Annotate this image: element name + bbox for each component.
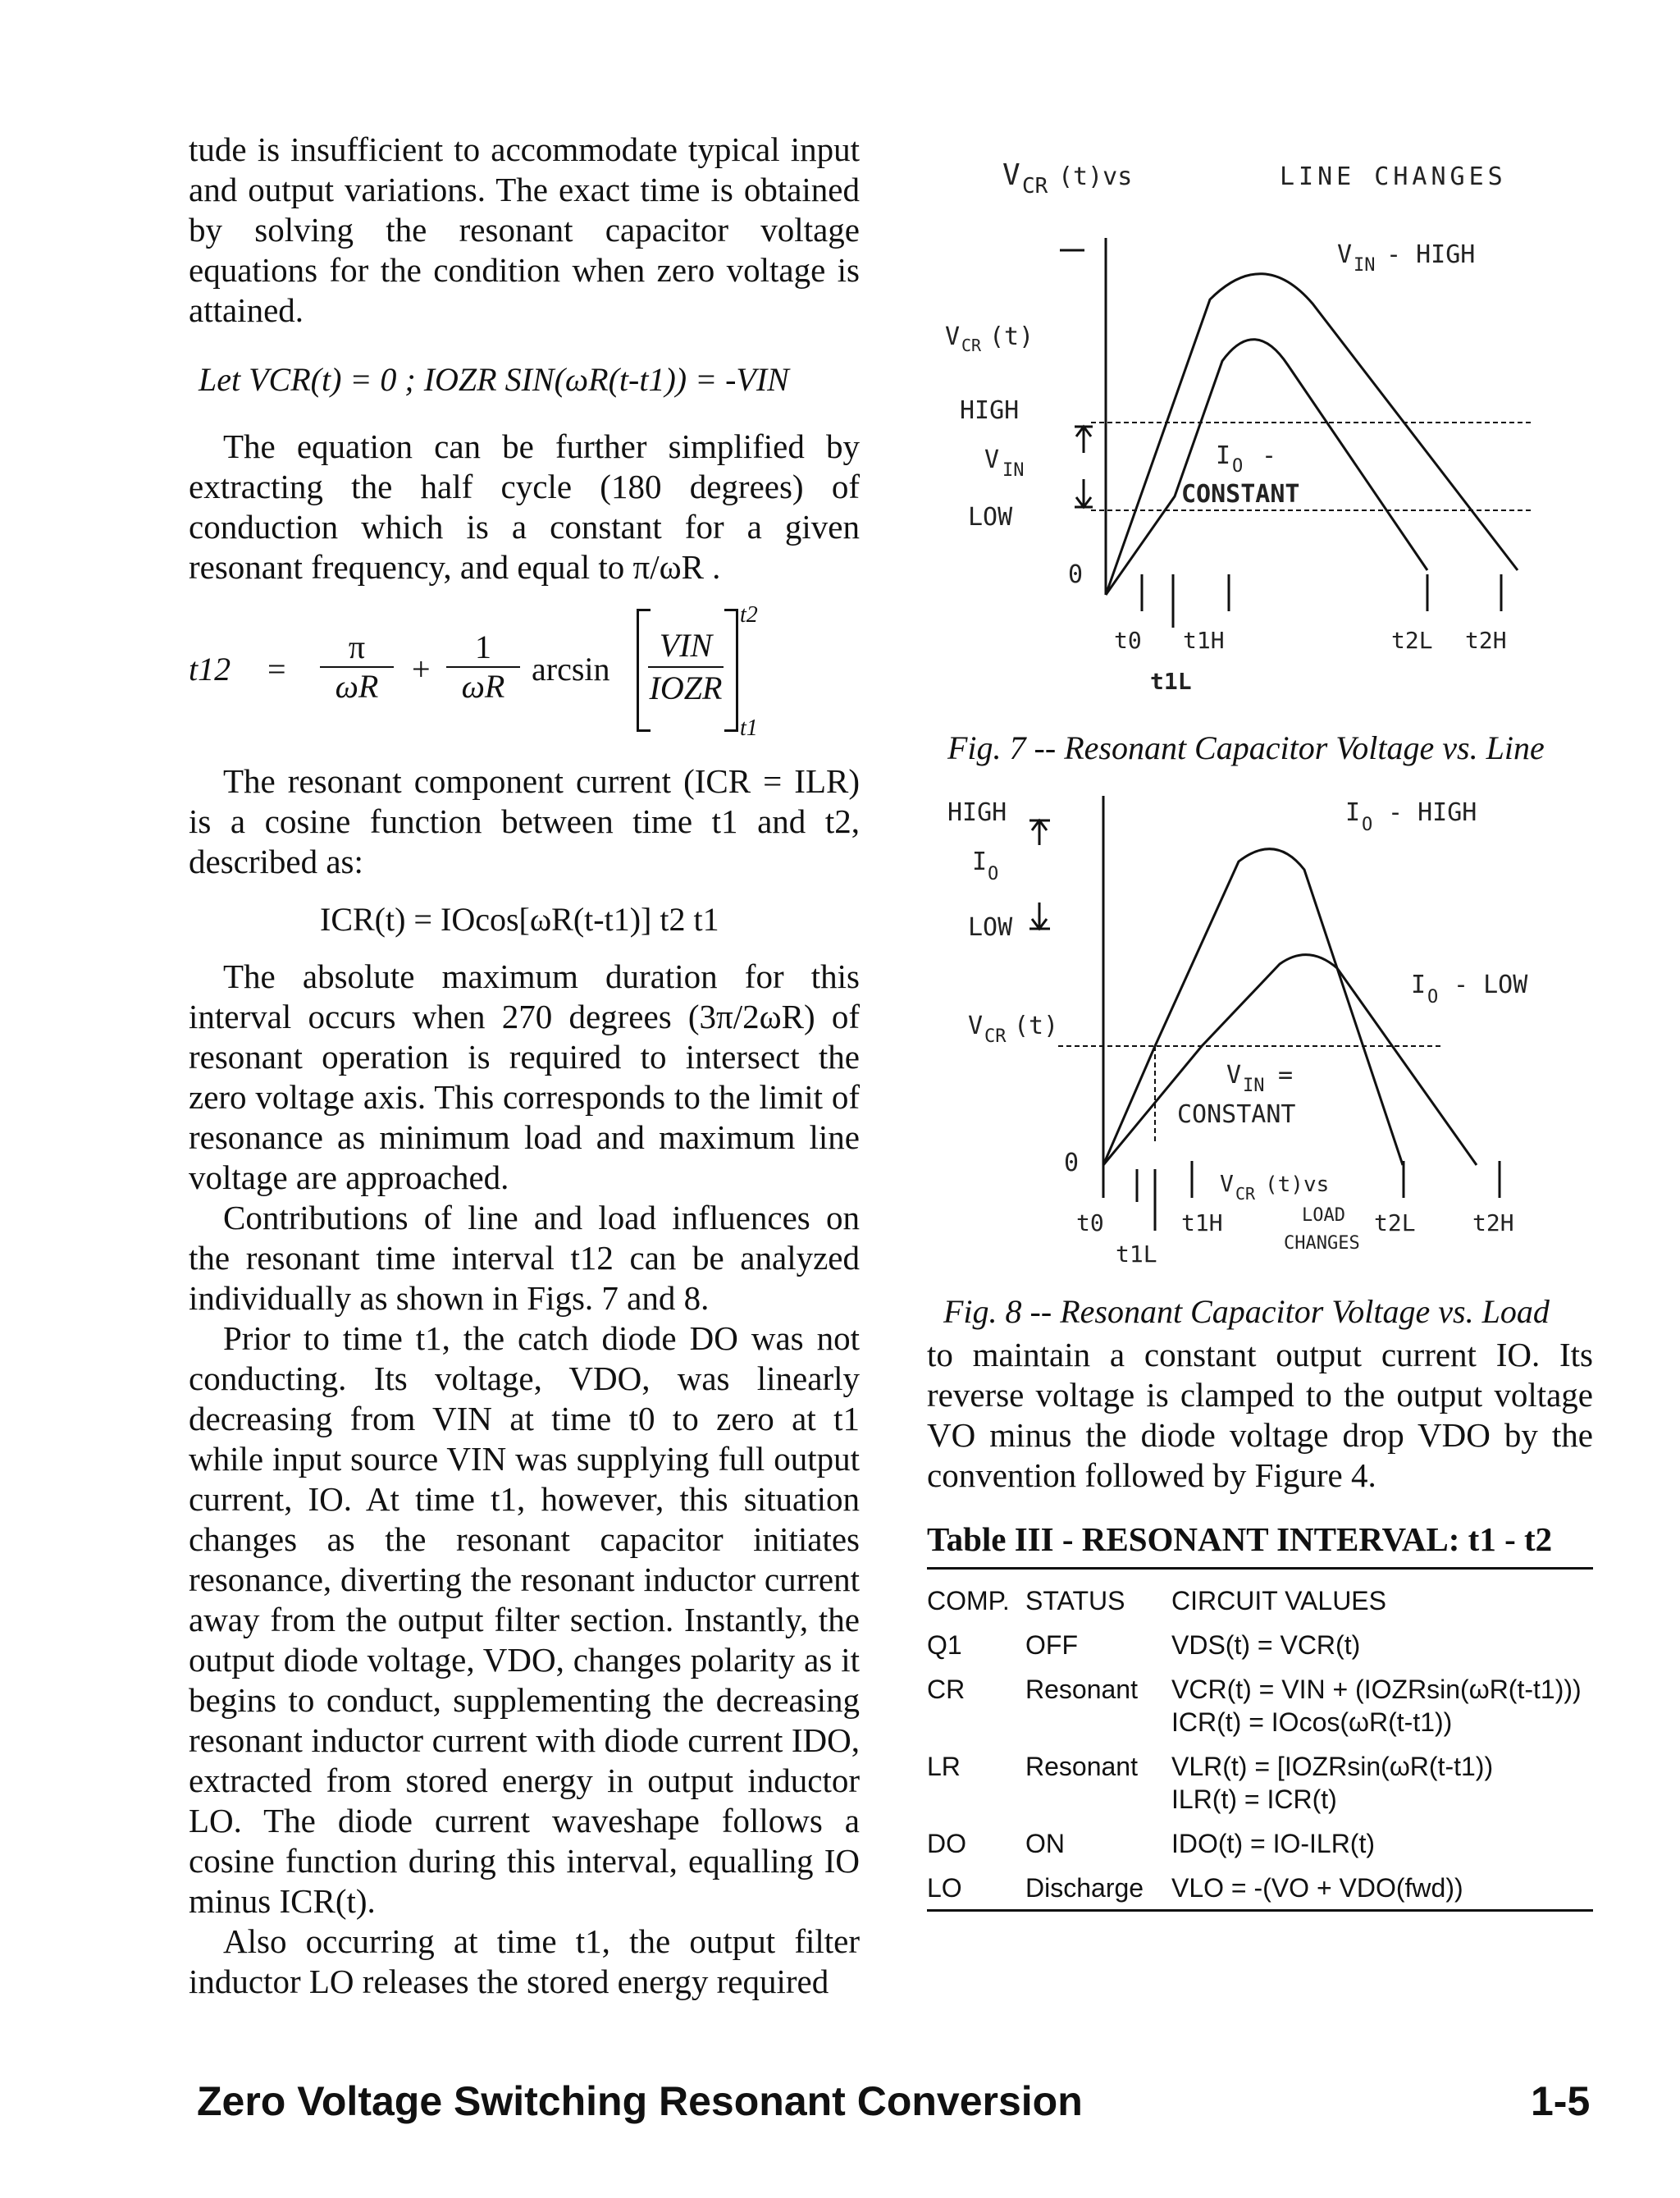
equation-vcr-zero: Let VCR(t) = 0 ; IOZR SIN(ωR(t-t1)) = -VIN bbox=[199, 361, 789, 398]
header-status: STATUS bbox=[1025, 1586, 1125, 1615]
fig7-title-tvs: (t)vs bbox=[1058, 162, 1133, 191]
figure-8 bbox=[935, 788, 1591, 1280]
fraction-denominator: ωR bbox=[461, 668, 505, 705]
cell-values bbox=[1171, 1622, 1593, 1666]
fig7-zero-label: 0 bbox=[1068, 560, 1084, 589]
fig7-label-t2h: t2H bbox=[1465, 627, 1507, 654]
fig8-constant-label: CONSTANT bbox=[1177, 1100, 1296, 1129]
fig8-io-low-i: I bbox=[1411, 971, 1427, 999]
fig7-title-v: V bbox=[1002, 158, 1020, 192]
paragraph: tude is insufficient to accommodate typical input and output variations. The exact time is obtained by solving the resonant capacitor voltage equations for the condition when zero voltage is attained. bbox=[189, 130, 860, 329]
cell-status: Resonant bbox=[1025, 1675, 1138, 1704]
fig8-label-t2l: t2L bbox=[1374, 1209, 1416, 1236]
fig8-zero-label: 0 bbox=[1064, 1149, 1080, 1177]
table-header-row bbox=[927, 1570, 1593, 1622]
value-line: VLR(t) = [IOZRsin(ωR(t-t1)) bbox=[1171, 1752, 1494, 1781]
fig7-vin-high-sub: IN bbox=[1354, 255, 1376, 276]
fig7-vcr-v: V bbox=[945, 322, 961, 351]
fig7-io-i: I bbox=[1216, 441, 1231, 470]
fig7-title-line-changes: LINE CHANGES bbox=[1280, 162, 1507, 191]
fraction-one-omega bbox=[446, 628, 520, 706]
fig7-high-label: HIGH bbox=[960, 396, 1020, 425]
cell-status: Discharge bbox=[1025, 1873, 1144, 1903]
header-circuit-values: CIRCUIT VALUES bbox=[1171, 1586, 1386, 1615]
fig8-vin-rest: = bbox=[1278, 1061, 1294, 1090]
equation-plus: + bbox=[412, 651, 431, 688]
paragraph: Prior to time t1, the catch diode DO was not conducting. Its voltage, VDO, was linearly decreasing from VIN at time t0 to zero at t1 while input source VIN was supplying full output current, IO. At time t1, however, this situation changes as the resonant capacitor initiates resonance, diverting the resonant inductor current away from the output filter section. Instantly, the output diode voltage, VDO, changes polarity as it begins to conduct, supplementing the decreasing resonant inductor current with diode current IDO, extracted from stored energy in output inductor LO. The diode current waveshape follows a cosine function during this interval, equalling IO minus ICR(t). bbox=[189, 1319, 860, 1920]
paragraph: The absolute maximum duration for this interval occurs when 270 degrees (3π/2ωR) of resonant operation is required to intersect the zero voltage axis. This corresponds to the limit of resonance as minimum load and maximum line voltage are approached. bbox=[189, 957, 860, 1196]
fig8-legend-sub: CR bbox=[1235, 1184, 1256, 1204]
figure-7-diagram bbox=[935, 148, 1591, 706]
fig8-vcr-rest: (t) bbox=[1014, 1012, 1059, 1040]
fig7-vin-v: V bbox=[984, 446, 1000, 474]
fraction-numerator: 1 bbox=[446, 628, 520, 668]
fig8-high-label: HIGH bbox=[947, 798, 1007, 827]
fraction-vin-iozr bbox=[648, 625, 724, 709]
paragraph: The resonant component current (ICR = ILR) is a cosine function between time t1 and t2, described as: bbox=[189, 762, 860, 880]
fig8-vin-v: V bbox=[1226, 1061, 1242, 1090]
left-column bbox=[189, 130, 860, 2002]
lower-limit: t1 bbox=[740, 715, 758, 741]
fig7-high-line-curve bbox=[1106, 274, 1518, 595]
fraction-denominator: ωR bbox=[335, 668, 379, 705]
fig8-vin-sub: IN bbox=[1243, 1076, 1265, 1096]
cell-values bbox=[1171, 1865, 1593, 1909]
table-row bbox=[927, 1743, 1593, 1821]
value-line: ICR(t) = IOcos(ωR(t-t1)) bbox=[1171, 1707, 1453, 1737]
page-number: 1-5 bbox=[1531, 2078, 1591, 2124]
cell-status: ON bbox=[1025, 1829, 1065, 1858]
value-line: VLO = -(VO + VDO(fwd)) bbox=[1171, 1873, 1463, 1903]
equation-t12 bbox=[189, 602, 860, 750]
fig8-io-low-rest: - LOW bbox=[1454, 971, 1528, 999]
equation-icr: ICR(t) = IOcos[ωR(t-t1)] t2 t1 bbox=[320, 901, 719, 938]
fig8-label-t0: t0 bbox=[1076, 1209, 1104, 1236]
fig8-caption: Fig. 8 -- Resonant Capacitor Voltage vs. Load bbox=[943, 1293, 1550, 1330]
fig8-label-t2h: t2H bbox=[1472, 1209, 1514, 1236]
footer-title: Zero Voltage Switching Resonant Conversion bbox=[197, 2078, 1083, 2124]
fig8-io-sub: O bbox=[988, 864, 999, 884]
figure-8-diagram bbox=[935, 788, 1591, 1280]
fig7-label-t1l: t1L bbox=[1150, 668, 1192, 695]
cell-comp: DO bbox=[927, 1829, 966, 1858]
cell-status: OFF bbox=[1025, 1630, 1078, 1660]
value-line: IDO(t) = IO-ILR(t) bbox=[1171, 1829, 1375, 1858]
fig8-legend-changes: CHANGES bbox=[1284, 1233, 1360, 1254]
fig7-caption: Fig. 7 -- Resonant Capacitor Voltage vs. Line bbox=[947, 729, 1545, 766]
upper-limit: t2 bbox=[740, 602, 758, 628]
fig7-io-sub: O bbox=[1232, 456, 1244, 477]
table-row bbox=[927, 1622, 1593, 1666]
fig8-vcr-v: V bbox=[968, 1012, 984, 1040]
fraction-pi-omega bbox=[320, 628, 394, 706]
fig7-low-label: LOW bbox=[968, 503, 1013, 532]
cell-comp: Q1 bbox=[927, 1630, 962, 1660]
fig8-label-t1h: t1H bbox=[1181, 1209, 1223, 1236]
paragraph: The equation can be further simplified by extracting the half cycle (180 degrees) of conduction which is a constant for a given resonant frequency, and equal to π/ωR . bbox=[189, 427, 860, 586]
fraction-numerator: VIN bbox=[648, 625, 724, 668]
fig7-vcr-rest: (t) bbox=[989, 322, 1034, 351]
fig7-label-t1h: t1H bbox=[1183, 627, 1225, 654]
equation-lhs: t12 bbox=[189, 651, 231, 688]
fig8-legend-tvs: (t)vs bbox=[1265, 1172, 1330, 1197]
fig7-label-t2l: t2L bbox=[1391, 627, 1433, 654]
paragraph: Also occurring at time t1, the output filter inductor LO releases the stored energy required bbox=[189, 1922, 860, 2000]
fig8-io-low-sub: O bbox=[1427, 987, 1439, 1008]
fig8-io-high-sub: O bbox=[1362, 815, 1373, 835]
fraction-numerator: π bbox=[320, 628, 394, 668]
fig7-vin-sub: IN bbox=[1002, 460, 1025, 481]
fraction-denominator: IOZR bbox=[649, 669, 723, 706]
fig7-vin-high-rest: - HIGH bbox=[1386, 240, 1476, 269]
fig8-io-high-i: I bbox=[1345, 798, 1361, 827]
table-row bbox=[927, 1666, 1593, 1743]
fig7-vin-high-v: V bbox=[1337, 240, 1353, 269]
value-line: VCR(t) = VIN + (IOZRsin(ωR(t-t1))) bbox=[1171, 1675, 1582, 1704]
right-column-text bbox=[927, 1335, 1593, 1496]
fig8-io-high-rest: - HIGH bbox=[1388, 798, 1477, 827]
arcsin-label: arcsin bbox=[532, 651, 610, 688]
value-line: ILR(t) = ICR(t) bbox=[1171, 1784, 1337, 1814]
fig8-vcr-sub: CR bbox=[984, 1026, 1007, 1047]
cell-comp: CR bbox=[927, 1675, 966, 1704]
paragraph: Contributions of line and load influences on the resonant time interval t12 can be analyzed individually as shown in Figs. 7 and 8. bbox=[189, 1199, 860, 1317]
table-title: Table III - RESONANT INTERVAL: t1 - t2 bbox=[927, 1520, 1553, 1558]
resonant-interval-table bbox=[927, 1567, 1593, 1912]
figure-7 bbox=[935, 148, 1591, 706]
fig7-title-sub: CR bbox=[1022, 174, 1048, 199]
fig8-low-label: LOW bbox=[968, 913, 1013, 942]
paragraph: to maintain a constant output current IO. Its reverse voltage is clamped to the output voltage VO minus the diode voltage drop VDO by the convention followed by Figure 4. bbox=[927, 1336, 1593, 1494]
fig7-label-t0: t0 bbox=[1114, 627, 1142, 654]
table-row bbox=[927, 1821, 1593, 1865]
header-comp: COMP. bbox=[927, 1586, 1010, 1615]
value-line: VDS(t) = VCR(t) bbox=[1171, 1630, 1361, 1660]
cell-values bbox=[1171, 1666, 1593, 1743]
table-row bbox=[927, 1865, 1593, 1909]
cell-comp: LR bbox=[927, 1752, 961, 1781]
fig7-constant-label: CONSTANT bbox=[1181, 480, 1300, 509]
cell-comp: LO bbox=[927, 1873, 962, 1903]
fig8-legend-v: V bbox=[1220, 1170, 1234, 1197]
cell-values bbox=[1171, 1743, 1593, 1821]
fig8-legend-load: LOAD bbox=[1302, 1205, 1345, 1226]
fig8-io-i: I bbox=[972, 848, 988, 876]
fig8-label-t1l: t1L bbox=[1116, 1241, 1157, 1268]
fig7-io-dash: - bbox=[1262, 441, 1277, 470]
equation-equals: = bbox=[267, 651, 286, 688]
cell-values bbox=[1171, 1821, 1593, 1865]
cell-status: Resonant bbox=[1025, 1752, 1138, 1781]
fig7-vcr-sub: CR bbox=[961, 336, 982, 355]
